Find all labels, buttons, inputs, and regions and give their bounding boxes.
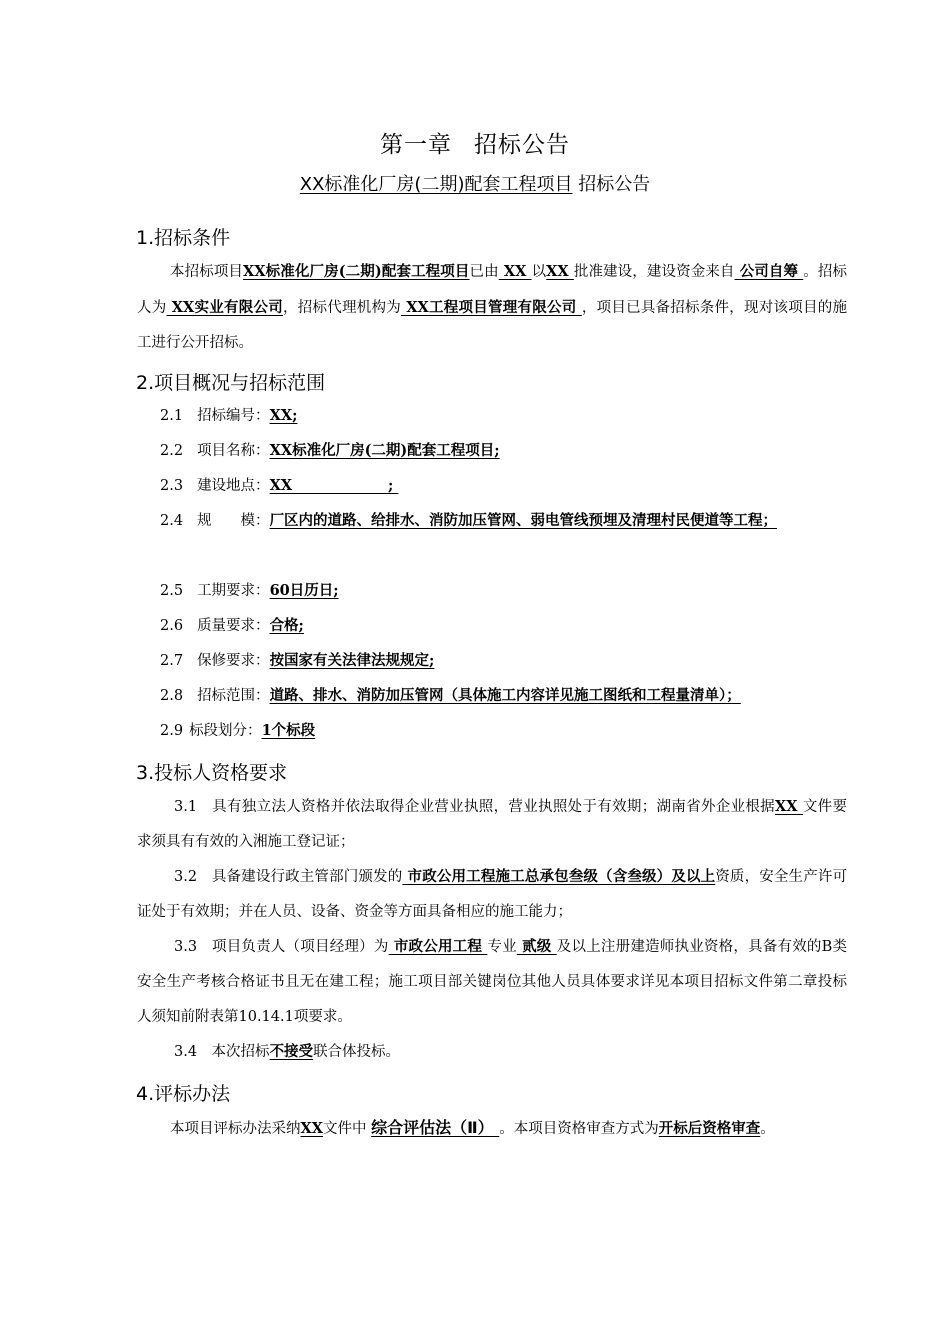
item-2-1: 2.1 招标编号：XX; [160,407,298,424]
item-2-3: 2.3 建设地点：XX ; [160,477,399,494]
fund-source: 公司自筹 [734,263,804,280]
section-heading-4: 4.评标办法 [136,1083,231,1105]
grade: 贰级 [516,938,557,955]
approval-doc: XX [546,263,574,280]
tender-agent: XX工程项目管理有限公司 [401,299,582,316]
evaluation-method: 综合评估法（Ⅱ） [371,1118,500,1137]
item-2-8: 2.8 招标范围：道路、排水、消防加压管网（具体施工内容详见施工图纸和工程量清单）； [160,687,741,704]
specialty: 市政公用工程 [388,938,488,955]
chapter-number: 第一章 [380,132,452,158]
document-title [0,170,950,196]
approver: XX [498,263,532,280]
tenderer: XX实业有限公司 [166,299,284,316]
qualification-level: 市政公用工程施工总承包叁级（含叁级）及以上 [402,868,716,885]
section-1-paragraph: 本招标项目XX标准化厂房(二期)配套工程项目已由 XX 以XX 批准建设，建设资金来自 公司自筹 。招标人为 XX实业有限公司，招标代理机构为 XX工程项目管理有限公司 ，项目已具备招标条件，现对该项目的施工进行公开招标。 [137,263,848,351]
evaluation-paragraph: 本项目评标办法采纳XX文件中 综合评估法（Ⅱ） 。本项目资格审查方式为开标后资格审查。 [170,1118,775,1137]
item-2-6: 2.6 质量要求：合格; [160,617,304,634]
joint-bid-status: 不接受 [269,1043,314,1060]
title-suffix: 招标公告 [578,174,651,195]
item-2-7: 2.7 保修要求：按国家有关法律法规规定; [160,652,435,669]
chapter-title [0,126,950,159]
requirement-3-3: 3.3 项目负责人（项目经理）为 市政公用工程 专业 贰级 及以上注册建造师执业资格，具备有效的B类安全生产考核合格证书且无在建工程；施工项目部关键岗位其他人员具体要求详见本项目招标文件第二章投标人须知前附表第10.14.1项要求。 [137,938,847,1025]
project-name: XX标准化厂房(二期)配套工程项目 [243,263,470,280]
section-heading-1: 1.招标条件 [136,227,231,249]
requirement-3-4: 3.4 本次招标不接受联合体投标。 [174,1043,401,1060]
title-project-name: XX标准化厂房(二期)配套工程项目 [299,174,573,195]
item-2-9: 2.9 标段划分：1个标段 [160,722,316,739]
review-method: 开标后资格审查 [658,1120,761,1137]
item-2-4: 2.4 规 模：厂区内的道路、给排水、消防加压管网、弱电管线预埋及清理村民便道等工程； [160,512,778,529]
item-2-5: 2.5 工期要求：60日历日; [160,582,339,599]
section-heading-3: 3.投标人资格要求 [136,762,288,784]
section-heading-2: 2.项目概况与招标范围 [136,372,326,394]
requirement-3-2: 3.2 具备建设行政主管部门颁发的 市政公用工程施工总承包叁级（含叁级）及以上资质，安全生产许可证处于有效期；并在人员、设备、资金等方面具备相应的施工能力； [137,868,848,920]
item-2-2: 2.2 项目名称：XX标准化厂房(二期)配套工程项目; [160,442,500,459]
chapter-name: 招标公告 [474,132,570,158]
requirement-3-1: 3.1 具有独立法人资格并依法取得企业营业执照，营业执照处于有效期；湖南省外企业根据XX 文件要求须具有有效的入湘施工登记证； [137,798,847,850]
